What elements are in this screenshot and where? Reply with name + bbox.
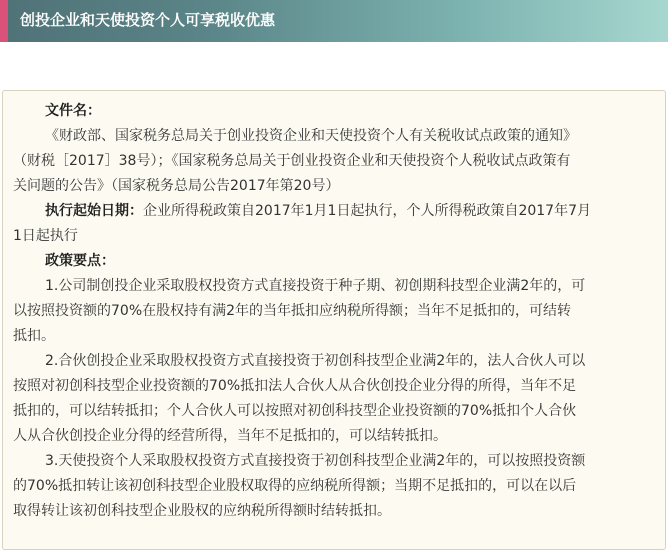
point2-line-2: 按照对初创科技型企业投资额的70%抵扣法人合伙人从合伙创投企业分得的所得，当年不足 <box>13 378 577 394</box>
policy-points-label-line <box>13 249 659 274</box>
point2-line-4: 人从合伙创投企业分得的经营所得，当年不足抵扣的，可以结转抵扣。 <box>13 428 447 444</box>
effective-date-line-2: 1日起执行 <box>13 228 78 244</box>
header-accent-bar <box>0 0 8 42</box>
page-header <box>0 0 668 42</box>
point2-line-3: 抵扣的，可以结转抵扣；个人合伙人可以按照对初创科技型企业投资额的70%抵扣个人合伙 <box>13 403 577 419</box>
file-name-line-3: 关问题的公告》（国家税务总局公告2017年第20号） <box>13 178 340 194</box>
policy-content-box <box>2 90 666 550</box>
effective-date-text-1: 企业所得税政策自2017年1月1日起执行，个人所得税政策自2017年7月 <box>143 203 591 219</box>
page-title: 创投企业和天使投资个人可享税收优惠 <box>20 11 276 29</box>
file-name-line-2: （财税［2017］38号）；《国家税务总局关于创业投资企业和天使投资个人税收试点政策有 <box>13 153 571 169</box>
effective-date-label: 执行起始日期： <box>45 203 143 219</box>
policy-points-label: 政策要点： <box>45 253 115 269</box>
effective-date-line <box>13 199 659 224</box>
point3-line-3: 取得转让该初创科技型企业股权的应纳税所得额时结转抵扣。 <box>13 503 391 519</box>
file-name-label: 文件名： <box>45 103 101 119</box>
point3-line-2: 的70%抵扣转让该初创科技型企业股权取得的应纳税所得额；当期不足抵扣的，可以在以后 <box>13 478 577 494</box>
point1-line-1: 1.公司制创投企业采取股权投资方式直接投资于种子期、初创期科技型企业满2年的，可 <box>45 278 586 294</box>
file-name-label-line <box>13 99 659 124</box>
point1-line-2: 以按照投资额的70%在股权持有满2年的当年抵扣应纳税所得额；当年不足抵扣的，可结转 <box>13 303 572 319</box>
policy-document <box>13 99 659 524</box>
point2-line-1: 2.合伙创投企业采取股权投资方式直接投资于初创科技型企业满2年的，法人合伙人可以 <box>45 353 586 369</box>
file-name-line-1: 《财政部、国家税务总局关于创业投资企业和天使投资个人有关税收试点政策的通知》 <box>45 128 577 144</box>
point3-line-1: 3.天使投资个人采取股权投资方式直接投资于初创科技型企业满2年的，可以按照投资额 <box>45 453 586 469</box>
point1-line-3: 抵扣。 <box>13 328 55 344</box>
